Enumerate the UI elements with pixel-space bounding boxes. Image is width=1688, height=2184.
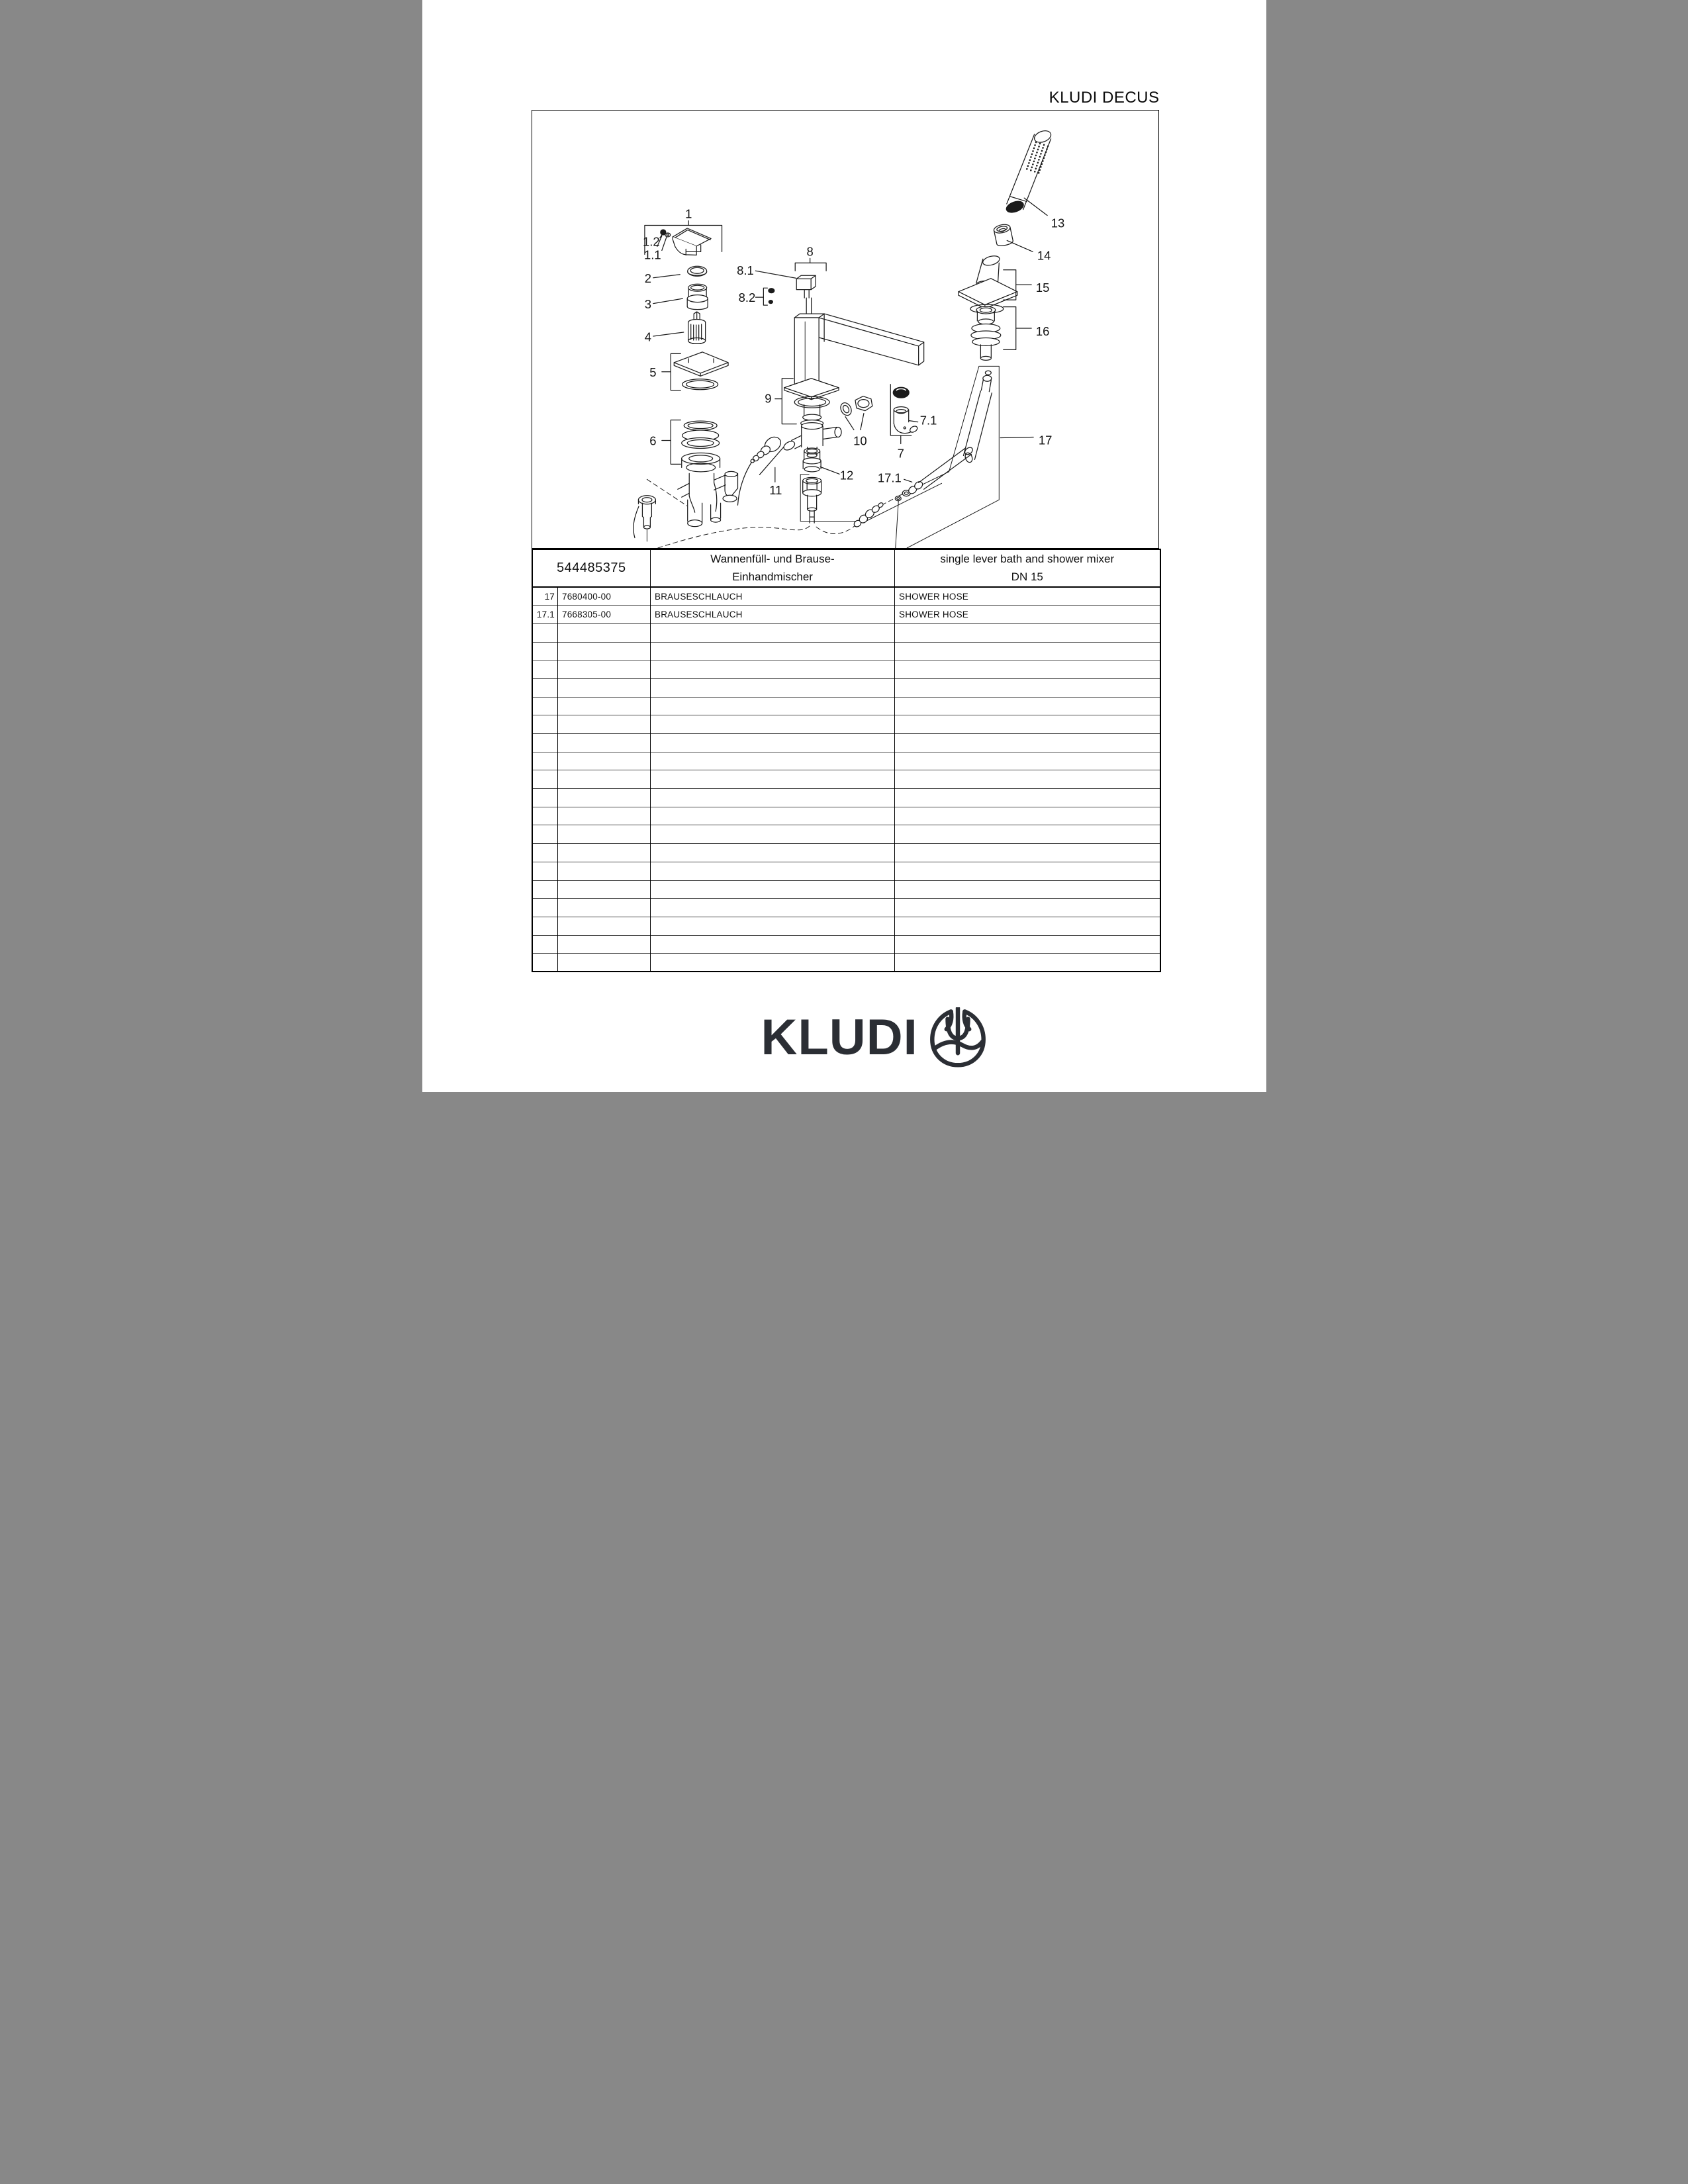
empty-cell [895,770,1160,789]
empty-cell [532,825,558,844]
part-2-ring [653,266,706,277]
table-row [532,587,1160,606]
parts-table-body [532,549,1160,972]
kludi-logo [761,1007,986,1068]
empty-cell [532,734,558,752]
empty-row [532,660,1160,679]
hose-end-fitting [802,477,821,523]
part-label-1: 1 [684,206,692,221]
empty-cell [558,825,651,844]
empty-cell [651,734,895,752]
empty-cell [558,935,651,954]
supply-fitting [633,496,655,538]
empty-cell [532,917,558,935]
empty-cell [895,825,1160,844]
article-number: 544485375 [532,549,651,587]
empty-row [532,935,1160,954]
empty-cell [895,623,1160,642]
empty-cell [895,734,1160,752]
part-12-aerator [803,448,839,474]
empty-cell [651,880,895,899]
empty-cell [558,844,651,862]
empty-cell [558,954,651,972]
part-label-12: 12 [839,468,853,482]
empty-cell [895,807,1160,825]
cell-description-de: BRAUSESCHLAUCH [651,587,895,606]
part-6-mounting-stack [661,420,720,472]
empty-cell [895,899,1160,917]
empty-cell [651,825,895,844]
description-en-line2: DN 15 [1011,570,1043,583]
description-en [895,549,1160,587]
part-label-8-2: 8.2 [738,291,755,305]
cell-description-de: BRAUSESCHLAUCH [651,606,895,624]
description-de-line2: Einhandmischer [732,570,813,583]
part-label-1-2: 1.2 [642,234,660,249]
empty-cell [651,935,895,954]
empty-cell [895,660,1160,679]
empty-row [532,697,1160,715]
exploded-diagram [532,110,1159,549]
empty-cell [895,954,1160,972]
faucet-body [677,471,737,526]
part-label-7-1: 7.1 [919,413,937,428]
description-en-line1: single lever bath and shower mixer [940,553,1115,566]
part-label-13: 13 [1051,216,1064,230]
empty-row [532,807,1160,825]
part-label-11: 11 [769,483,782,498]
empty-cell [895,642,1160,660]
cell-pos: 17.1 [532,606,558,624]
cell-pos: 17 [532,587,558,606]
empty-row [532,752,1160,770]
empty-cell [651,678,895,697]
empty-cell [558,862,651,880]
part-14-sleeve [993,223,1033,251]
empty-cell [532,844,558,862]
description-de-line1: Wannenfüll- und Brause- [710,553,835,566]
part-5-escutcheon-group [661,352,727,390]
empty-cell [532,807,558,825]
empty-cell [532,697,558,715]
empty-cell [532,770,558,789]
empty-cell [558,807,651,825]
part-16-connection-stack [970,306,1031,360]
empty-row [532,880,1160,899]
empty-cell [895,789,1160,807]
part-label-15: 15 [1035,281,1049,295]
empty-cell [895,752,1160,770]
part-8-2-screws [755,288,774,305]
description-de [651,549,895,587]
empty-cell [558,752,651,770]
part-label-14: 14 [1037,248,1051,263]
part-15-escutcheon-group [958,254,1031,313]
empty-cell [532,623,558,642]
catalog-page [422,0,1266,1092]
empty-cell [651,623,895,642]
empty-cell [558,770,651,789]
empty-cell [532,789,558,807]
part-9-group [774,379,841,457]
empty-cell [558,917,651,935]
empty-row [532,917,1160,935]
empty-cell [558,660,651,679]
empty-cell [532,715,558,734]
empty-cell [532,899,558,917]
parts-table [532,549,1161,972]
empty-cell [558,734,651,752]
empty-cell [532,752,558,770]
empty-cell [651,899,895,917]
empty-row [532,954,1160,972]
part-label-17: 17 [1038,433,1052,447]
cell-part-number: 7668305-00 [558,606,651,624]
empty-cell [895,697,1160,715]
empty-cell [532,678,558,697]
empty-cell [651,862,895,880]
spout-body [794,314,923,390]
empty-cell [895,917,1160,935]
empty-cell [558,880,651,899]
cell-description-en: SHOWER HOSE [895,606,1160,624]
part-label-8: 8 [806,244,814,259]
empty-cell [651,844,895,862]
empty-cell [651,954,895,972]
part-label-8-1: 8.1 [736,263,754,278]
empty-cell [895,880,1160,899]
empty-row [532,715,1160,734]
empty-cell [532,954,558,972]
empty-cell [651,697,895,715]
empty-cell [532,935,558,954]
part-label-9: 9 [764,391,771,406]
empty-cell [532,862,558,880]
part-label-16: 16 [1035,324,1049,338]
empty-cell [558,623,651,642]
kludi-wordmark: KLUDI [761,1009,918,1066]
part-10-nut-washer [838,396,872,430]
part-label-5: 5 [649,365,657,379]
kludi-emblem-icon [929,1007,986,1068]
table-row [532,606,1160,624]
empty-cell [558,642,651,660]
empty-row [532,825,1160,844]
empty-row [532,789,1160,807]
part-label-7: 7 [897,446,904,461]
dashed-connector [853,502,884,528]
part-13-hand-shower [1005,128,1053,215]
empty-row [532,734,1160,752]
empty-row [532,678,1160,697]
empty-row [532,862,1160,880]
empty-cell [651,807,895,825]
empty-cell [558,715,651,734]
empty-cell [558,789,651,807]
empty-cell [895,844,1160,862]
empty-cell [895,862,1160,880]
part-4-cartridge [653,312,705,343]
part-label-17-1: 17.1 [877,471,902,485]
empty-cell [895,715,1160,734]
empty-cell [651,770,895,789]
part-label-2: 2 [644,271,651,286]
empty-cell [558,678,651,697]
part-label-3: 3 [644,297,651,312]
empty-row [532,623,1160,642]
part-label-4: 4 [644,330,651,344]
empty-row [532,899,1160,917]
empty-cell [651,642,895,660]
part-label-6: 6 [649,433,657,448]
empty-cell [895,678,1160,697]
fold-outline-17 [895,366,999,548]
empty-row [532,844,1160,862]
page-title: KLUDI DECUS [1049,89,1160,107]
empty-cell [651,660,895,679]
part-label-10: 10 [853,433,867,448]
empty-cell [651,752,895,770]
empty-cell [558,697,651,715]
empty-row [532,770,1160,789]
exploded-diagram-drawing [532,111,1158,548]
empty-cell [558,899,651,917]
empty-cell [651,917,895,935]
cell-description-en: SHOWER HOSE [895,587,1160,606]
cell-part-number: 7680400-00 [558,587,651,606]
empty-cell [532,642,558,660]
part-3-cap [653,284,707,309]
part-label-1-1: 1.1 [643,248,661,262]
empty-cell [532,880,558,899]
empty-cell [532,660,558,679]
empty-row [532,642,1160,660]
empty-cell [651,715,895,734]
part-17-1-hose [895,446,974,501]
table-header-row [532,549,1160,587]
part-7-group [890,385,918,444]
empty-cell [651,789,895,807]
empty-cell [895,935,1160,954]
